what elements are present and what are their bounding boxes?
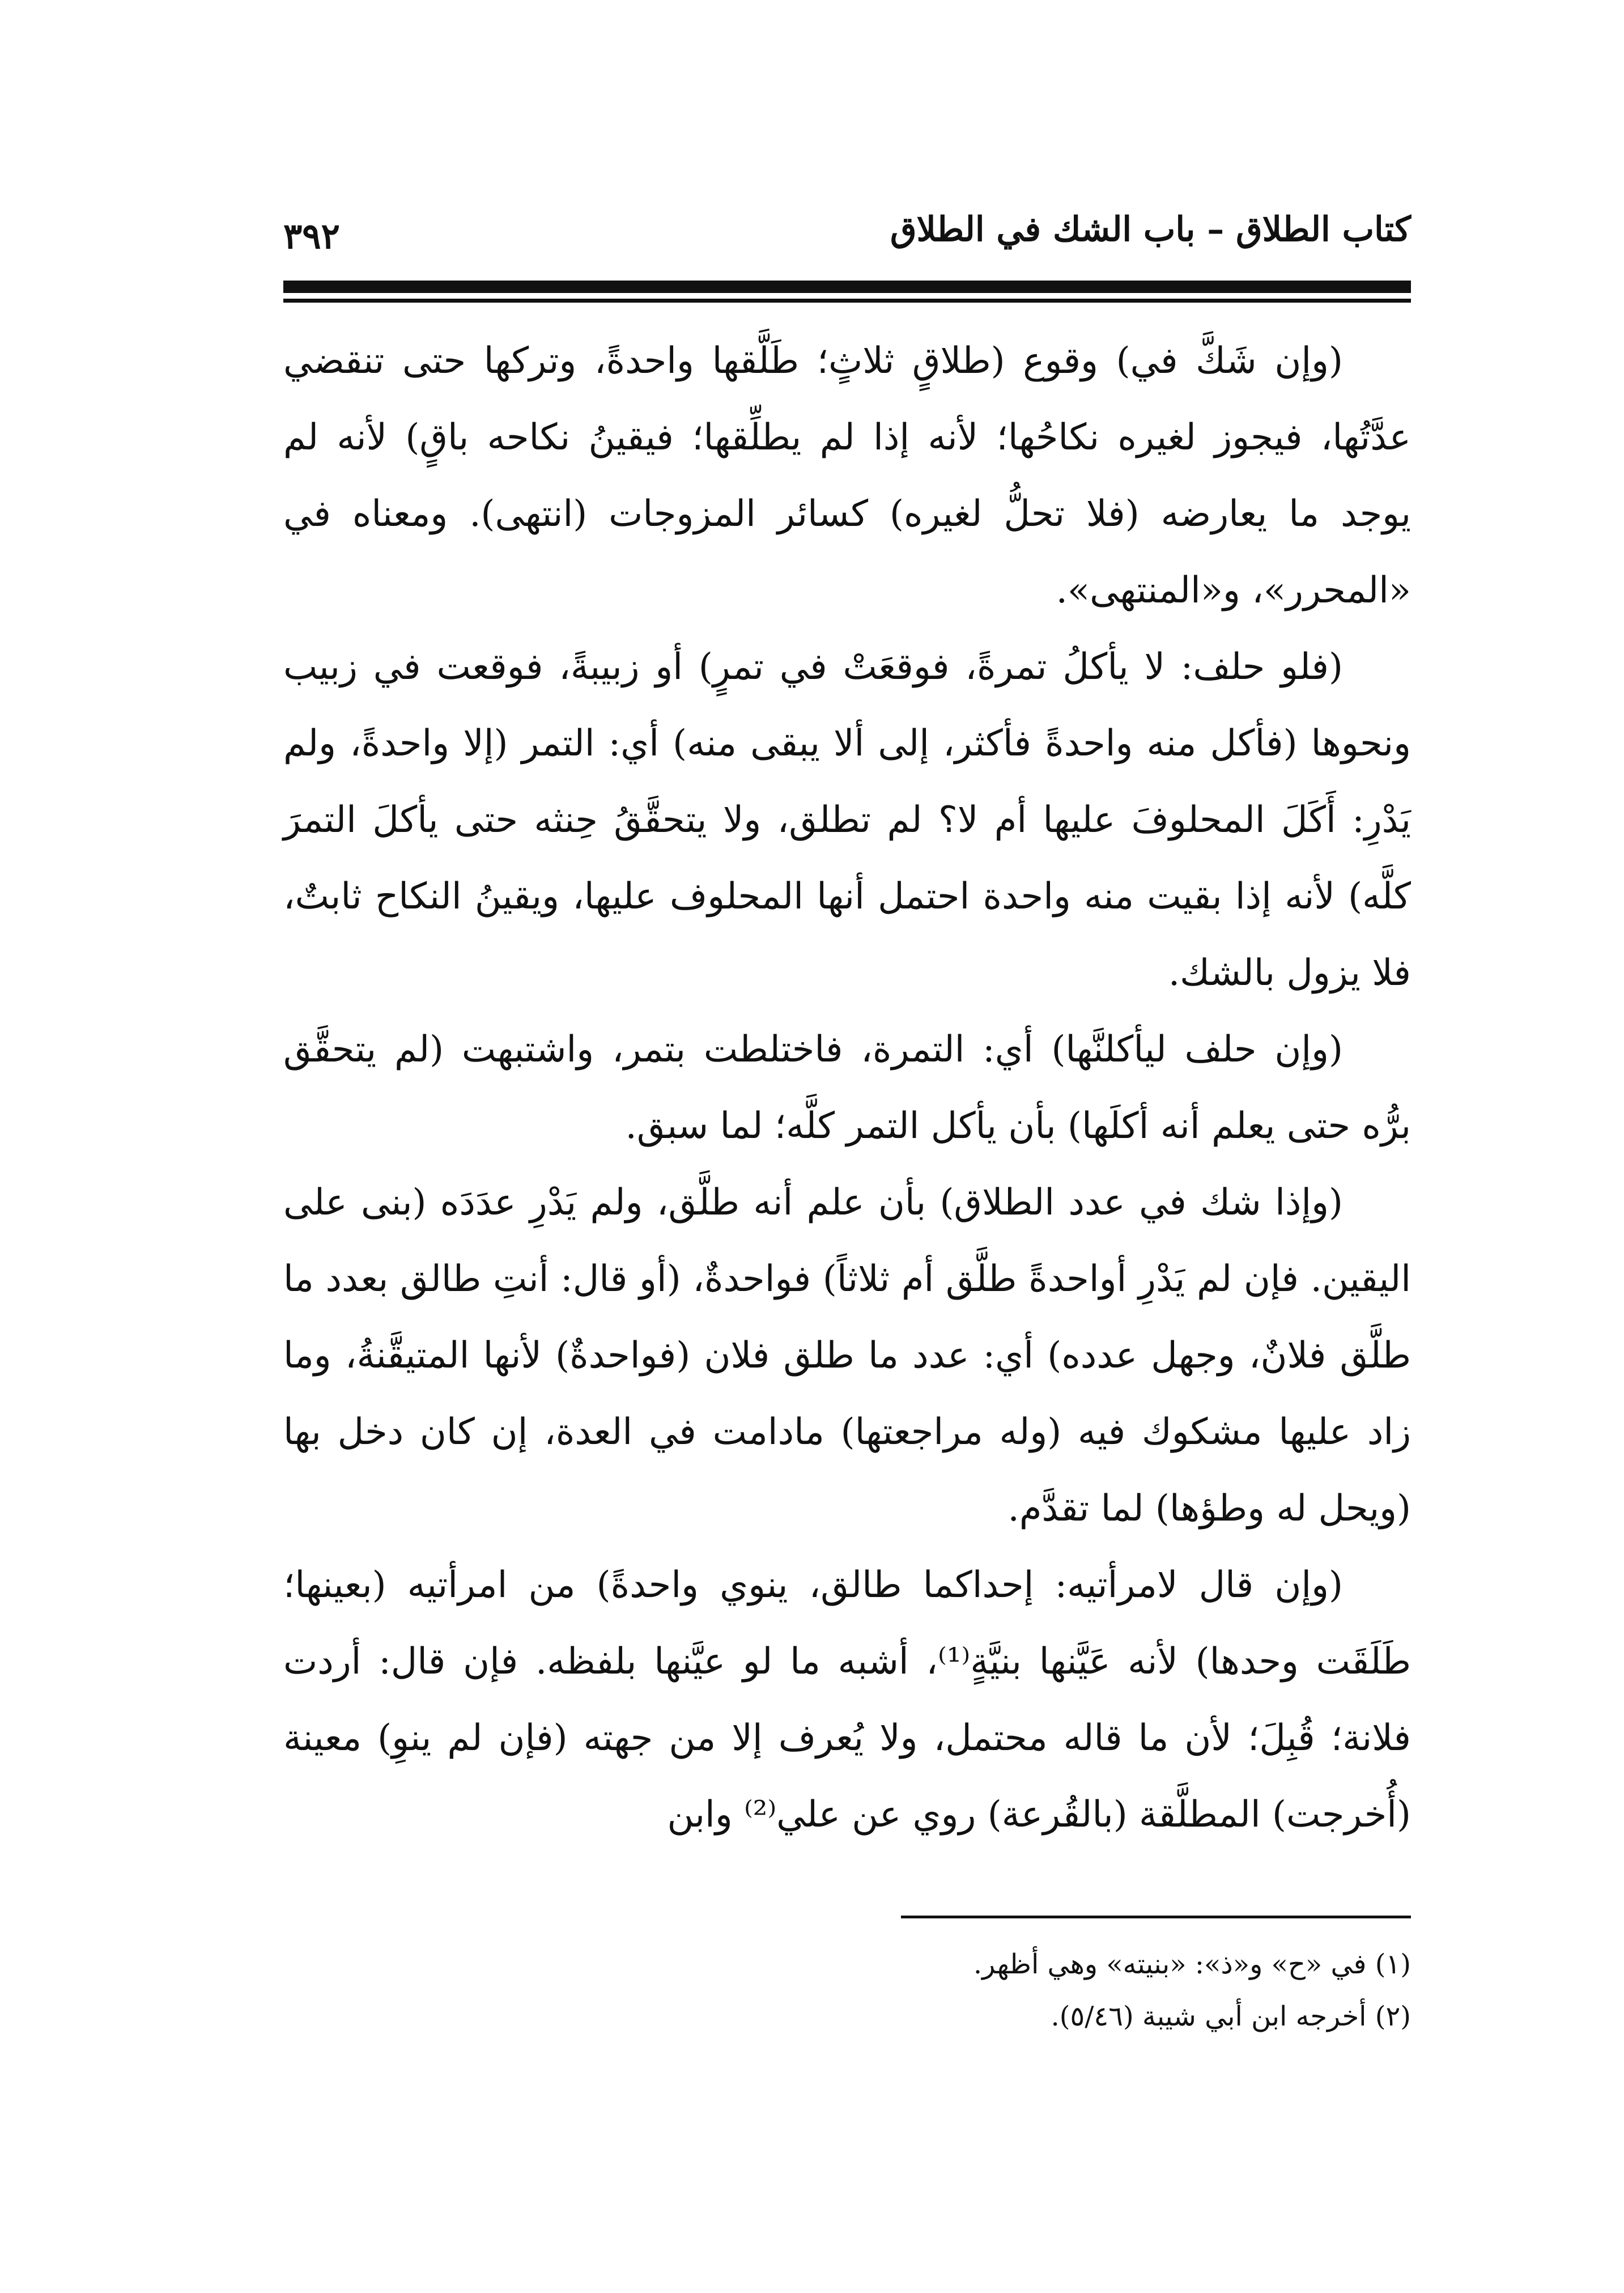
running-title: كتاب الطلاق – باب الشك في الطلاق: [890, 210, 1411, 249]
footnote-2: (٢) أخرجه ابن أبي شيبة (٥/٤٦).: [1051, 2001, 1411, 2032]
page-number: ٣٩٢: [283, 215, 340, 257]
header-rule-thin: [283, 299, 1411, 303]
paragraph-3: (وإن حلف ليأكلنَّها) أي: التمرة، فاختلطت بتمر، واشتبهت (لم يتحقَّق برُّه حتى يعلم أنه أكلَها) بأن يأكل التمر كلَّه؛ لما سبق.: [283, 1029, 1411, 1147]
footnote-separator: [901, 1916, 1411, 1918]
footnote-1: (١) في «ح» و«ذ»: «بنيته» وهي أظهر.: [973, 1948, 1411, 1980]
page-header: [283, 210, 1411, 272]
header-rule-thick: [283, 281, 1411, 293]
footnotes: [283, 1938, 1411, 2043]
paragraph-4: (وإذا شك في عدد الطلاق) بأن علم أنه طلَّق، ولم يَدْرِ عدَدَه (بنى على اليقين. فإن لم يَدْرِ أواحدةً طلَّق أم ثلاثاً) فواحدةٌ، (أو قال: أنتِ طالق بعدد ما طلَّق فلانٌ، وجهل عدده) أي: عدد ما طلق فلان (فواحدةٌ) لأنها المتيقَّنةُ، وما زاد عليها مشكوك فيه (وله مراجعتها) مادامت في العدة، إن كان دخل بها (ويحل له وطؤها) لما تقدَّم.: [283, 1182, 1412, 1530]
paragraph-2: (فلو حلف: لا يأكلُ تمرةً، فوقعَتْ في تمرٍ) أو زبيبةً، فوقعت في زبيب ونحوها (فأكل منه واحدةً فأكثر، إلى ألا يبقى منه) أي: التمر (إلا واحدةً، ولم يَدْرِ: أَكَلَ المحلوفَ عليها أم لا؟ لم تطلق، ولا يتحقَّقُ حِنثه حتى يأكلَ التمرَ كلَّه) لأنه إذا بقيت منه واحدة احتمل أنها المحلوف عليها، ويقينُ النكاح ثابتٌ، فلا يزول بالشك.: [283, 646, 1411, 994]
main-text: [283, 323, 1411, 1853]
paragraph-5: (وإن قال لامرأتيه: إحداكما طالق، ينوي واحدةً) من امرأتيه (بعينها؛ طَلَقَت وحدها) لأنه عَيَّنها بنيَّةٍ⁽¹⁾، أشبه ما لو عيَّنها بلفظه. فإن قال: أردت فلانة؛ قُبِلَ؛ لأن ما قاله محتمل، ولا يُعرف إلا من جهته (فإن لم ينوِ) معينة (أُخرجت) المطلَّقة (بالقُرعة) روي عن علي⁽²⁾ وابن: [283, 1564, 1412, 1836]
paragraph-1: (وإن شَكَّ في) وقوع (طلاقٍ ثلاثٍ؛ طَلَّقها واحدةً، وتركها حتى تنقضي عدَّتُها، فيجوز لغيره نكاحُها؛ لأنه إذا لم يطلِّقها؛ فيقينُ نكاحه باقٍ) لأنه لم يوجد ما يعارضه (فلا تحلُّ لغيره) كسائر المزوجات (انتهى). ومعناه في «المحرر»، و«المنتهى».: [283, 340, 1411, 612]
